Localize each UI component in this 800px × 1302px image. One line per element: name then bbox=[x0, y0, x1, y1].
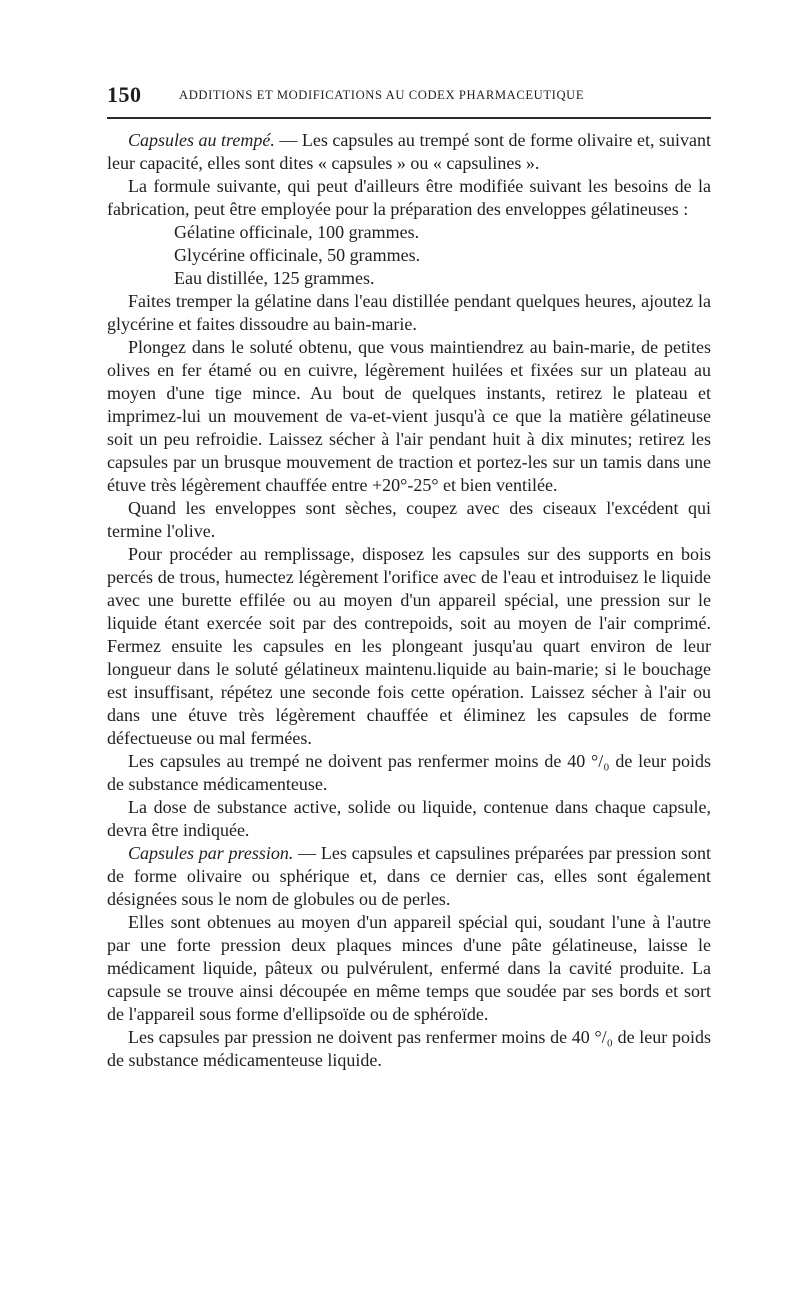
paragraph-formule: La formule suivante, qui peut d'ailleurs être modifiée suivant les besoins de la fabrication, peut être employée pour la préparation des enveloppes gélatineuses : bbox=[107, 176, 711, 219]
header-rule bbox=[107, 117, 711, 119]
section-title-capsules-au-trempe: Capsules au trempé. bbox=[128, 130, 275, 150]
paragraph-capsules-au-trempe bbox=[107, 129, 711, 175]
paragraph-remplissage: Pour procéder au remplissage, disposez les capsules sur des supports en bois percés de trous, humectez légèrement l'orifice avec de l'eau et introduisez le liquide avec une burette effilée ou au moyen d'un appareil spécial, une pression sur le liquide étant exercée soit par des contrepoids, soit au moyen de l'air comprimé. Fermez ensuite les capsules en les plongeant jusqu'au quart environ de leur longueur dans le soluté gélatineux maintenu.liquide au bain-marie; si le bouchage est insuffisant, répétez une seconde fois cette opération. Laissez sécher à l'air ou dans une étuve très légèrement chauffée et éliminez les capsules de forme défectueuse ou mal fermées. bbox=[107, 544, 711, 748]
paragraph-proportion-trempe: Les capsules au trempé ne doivent pas renfermer moins de 40 °/₀ de leur poids de substance médicamenteuse. bbox=[107, 751, 711, 794]
paragraph-capsules-par-pression bbox=[107, 842, 711, 911]
page-number: 150 bbox=[107, 82, 142, 107]
section-title-capsules-par-pression: Capsules par pression. bbox=[128, 843, 294, 863]
formula-item-glycerine: Glycérine officinale, 50 grammes. bbox=[174, 245, 421, 265]
paragraph-faites-tremper: Faites tremper la gélatine dans l'eau distillée pendant quelques heures, ajoutez la glycérine et faites dissoudre au bain-marie. bbox=[107, 291, 711, 334]
paragraph-text: — Les capsules et capsulines préparées par pression sont de forme olivaire ou sphérique et, dans ce dernier cas, elles sont également désignées sous le nom de globules ou de perles. bbox=[107, 843, 711, 909]
formula-item-eau: Eau distillée, 125 grammes. bbox=[174, 268, 375, 288]
paragraph-dose: La dose de substance active, solide ou liquide, contenue dans chaque capsule, devra être indiquée. bbox=[107, 797, 711, 840]
paragraph-enveloppes-seches: Quand les enveloppes sont sèches, coupez avec des ciseaux l'excédent qui termine l'olive. bbox=[107, 498, 711, 541]
paragraph-proportion-pression: Les capsules par pression ne doivent pas renfermer moins de 40 °/₀ de leur poids de substance médicamenteuse liquide. bbox=[107, 1027, 711, 1070]
formula-list bbox=[107, 221, 711, 290]
paragraph-appareil-special: Elles sont obtenues au moyen d'un appareil spécial qui, soudant l'une à l'autre par une forte pression deux plaques minces d'une pâte gélatineuse, laisse le médicament liquide, pâteux ou pulvérulent, enfermé dans la cavité produite. La capsule se trouve ainsi découpée en même temps que soudée par ses bords et sort de l'appareil sous forme d'ellipsoïde ou de sphéroïde. bbox=[107, 912, 711, 1024]
paragraph-plongez: Plongez dans le soluté obtenu, que vous maintiendrez au bain-marie, de petites olives en fer étamé ou en cuivre, légèrement huilées et fixées sur un plateau au moyen d'une tige mince. Au bout de quelques instants, retirez le plateau et imprimez-lui un mouvement de va-et-vient jusqu'à ce que la matière gélatineuse soit un peu refroidie. Laissez sécher à l'air pendant huit à dix minutes; retirez les capsules par un brusque mouvement de traction et portez-les sur un tamis dans une étuve très légèrement chauffée entre +20°-25° et bien ventilée. bbox=[107, 337, 711, 495]
formula-item-gelatine: Gélatine officinale, 100 grammes. bbox=[174, 222, 420, 242]
page-header bbox=[107, 82, 711, 112]
body-text bbox=[107, 129, 711, 1072]
running-title: ADDITIONS ET MODIFICATIONS AU CODEX PHARMACEUTIQUE bbox=[179, 88, 585, 102]
paragraph-text: — Les capsules au trempé sont de forme olivaire et, suivant leur capacité, elles sont dites « capsules » ou « capsulines ». bbox=[107, 130, 711, 173]
